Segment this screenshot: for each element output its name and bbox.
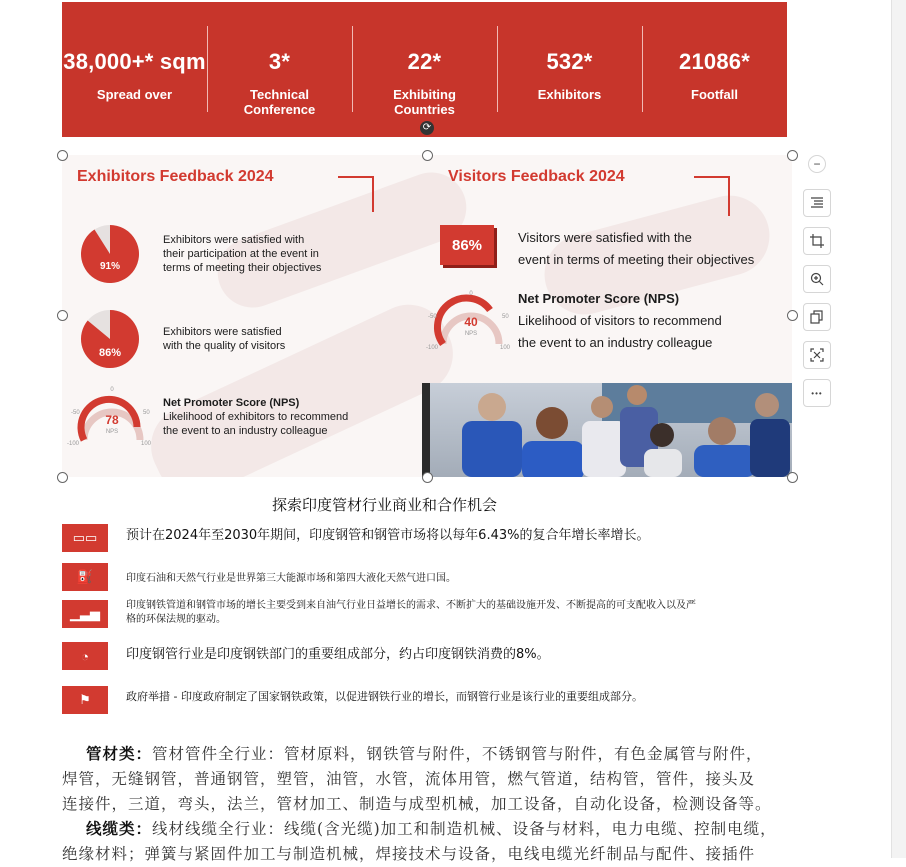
visitor-nps-text: Net Promoter Score (NPS) Likelihood of visitors to recommend the event to an industry colleague (518, 291, 722, 350)
exhibitor-stat-text: Exhibitors were satisfied with the quality of visitors (163, 326, 286, 352)
visitor-satisfied-box: 86% (440, 225, 494, 265)
point-text: 印度钢管行业是印度钢铁部门的重要组成部分，约占印度钢铁消费的8%。 (126, 647, 550, 662)
point-text: 印度石油和天然气行业是世界第三大能源市场和第四大液化天然气进口国。 (126, 573, 456, 584)
feedback-image[interactable] (62, 155, 792, 477)
resize-handle[interactable] (787, 310, 798, 321)
rotate-handle-icon[interactable]: ⟳ (420, 121, 434, 135)
scrollbar[interactable] (891, 0, 906, 858)
flag-hand-icon: ⚑ (62, 686, 108, 714)
stat-label: Exhibitors (537, 87, 602, 102)
crop-icon[interactable] (803, 227, 831, 255)
resize-handle[interactable] (422, 150, 433, 161)
pie-chart-86 (79, 308, 141, 370)
stat-countries (352, 2, 497, 137)
stat-label: Exhibiting Countries (393, 87, 456, 117)
svg-text:50: 50 (502, 314, 509, 320)
pie-label: 91% (99, 261, 121, 272)
exhibitor-nps-text: Net Promoter Score (NPS) Likelihood of exhibitors to recommend the event to an industry colleague (163, 397, 349, 437)
paragraph-cables: 线缆类：线材线缆全行业：线缆(含光缆)加工和制造机械、设备与材料，电力电缆、控制电缆， 绝缘材料；弹簧与紧固件加工与制造机械，焊接技术与设备，电线电缆光纤制品与配件、接插件 (62, 819, 777, 863)
stat-label: Footfall (691, 87, 738, 102)
paragraph-pipes: 管材类：管材管件全行业：管材原料，钢铁管与附件，不锈钢管与附件，有色金属管与附件， 焊管，无缝钢管，普通钢管，塑管，油管，水管，流体用管，燃气管道，结构管，管件，接头及 连接件，三道，弯头，法兰，管材加工、制造与成型机械，加工设备，自动化设备，检测设备等。 (62, 744, 772, 813)
resize-handle[interactable] (57, 472, 68, 483)
background-pipe (138, 292, 466, 477)
image-toolbar (803, 155, 831, 417)
point-text: 政府举措 - 印度政府制定了国家钢铁政策，以促进钢铁行业的增长，而钢管行业是该行业的重要组成部分。 (126, 690, 643, 703)
stat-value: 22* (407, 49, 442, 74)
stat-label: Technical Conference (243, 87, 316, 117)
nps-value: 78 (105, 413, 119, 427)
svg-text:100: 100 (500, 345, 511, 351)
stat-value: 21086* (679, 49, 750, 74)
stat-value: 38,000+* sqm (63, 49, 206, 74)
oil-pump-icon: ⛽ (62, 563, 108, 591)
event-photo (422, 383, 792, 477)
resize-handle[interactable] (787, 150, 798, 161)
point-text: 预计在2024年至2030年期间，印度钢管和钢管市场将以每年6.43%的复合年增长率增长。 (126, 528, 650, 543)
stat-value: 3* (268, 49, 291, 74)
svg-text:0: 0 (469, 291, 473, 297)
svg-text:0: 0 (110, 387, 114, 393)
more-options-button[interactable]: ••• (803, 379, 831, 407)
exhibitors-feedback-title: Exhibitors Feedback 2024 (77, 168, 274, 185)
stat-footfall (642, 2, 787, 137)
stat-label: Spread over (96, 87, 173, 102)
svg-text:50: 50 (143, 410, 150, 416)
svg-text:100: 100 (141, 441, 152, 447)
pie-slice (81, 225, 139, 283)
point-text: 印度钢铁管道和钢管市场的增长主要受到来自油气行业日益增长的需求、不断扩大的基础设施开发、不断提高的可支配收入以及严 格的环保法规的驱动。 (126, 600, 696, 625)
pie-hand-icon: ◔ (62, 642, 108, 670)
svg-text:-50: -50 (428, 314, 437, 320)
nps-value: 40 (464, 315, 478, 329)
svg-text:-50: -50 (71, 410, 80, 416)
resize-handle[interactable] (787, 472, 798, 483)
stat-area (62, 2, 207, 137)
copy-icon[interactable] (803, 303, 831, 331)
resize-handle[interactable] (57, 150, 68, 161)
section-title: 探索印度管材行业商业和合作机会 (272, 496, 498, 514)
visitors-feedback-title: Visitors Feedback 2024 (448, 168, 625, 185)
stat-conference (207, 2, 352, 137)
title-rule (694, 176, 730, 216)
resize-handle[interactable] (57, 310, 68, 321)
visitor-stat-text: Visitors were satisfied with the event in terms of meeting their objectives (518, 230, 755, 267)
stat-value: 532* (546, 49, 593, 74)
exhibitor-stat-text: Exhibitors were satisfied with their participation at the event in terms of meeting their objectives (163, 234, 322, 274)
svg-text:-100: -100 (426, 345, 439, 351)
stat-exhibitors (497, 2, 642, 137)
pipes-icon: ▭▭ (62, 524, 108, 552)
stats-banner[interactable] (62, 2, 787, 137)
svg-text:NPS: NPS (464, 331, 478, 337)
wrap-text-icon[interactable] (803, 189, 831, 217)
resize-handle[interactable] (422, 472, 433, 483)
growth-chart-icon: ▁▃▅ (62, 600, 108, 628)
svg-text:NPS: NPS (105, 429, 119, 435)
visitor-nps-gauge (426, 287, 516, 351)
zoom-in-icon[interactable] (803, 265, 831, 293)
pie-chart-91 (79, 223, 141, 285)
title-rule (338, 176, 374, 212)
pie-label: 86% (98, 347, 122, 359)
exhibitor-nps-gauge (67, 383, 157, 447)
fit-screen-icon[interactable] (803, 341, 831, 369)
collapse-button[interactable]: − (808, 155, 826, 173)
svg-text:-100: -100 (67, 441, 80, 447)
